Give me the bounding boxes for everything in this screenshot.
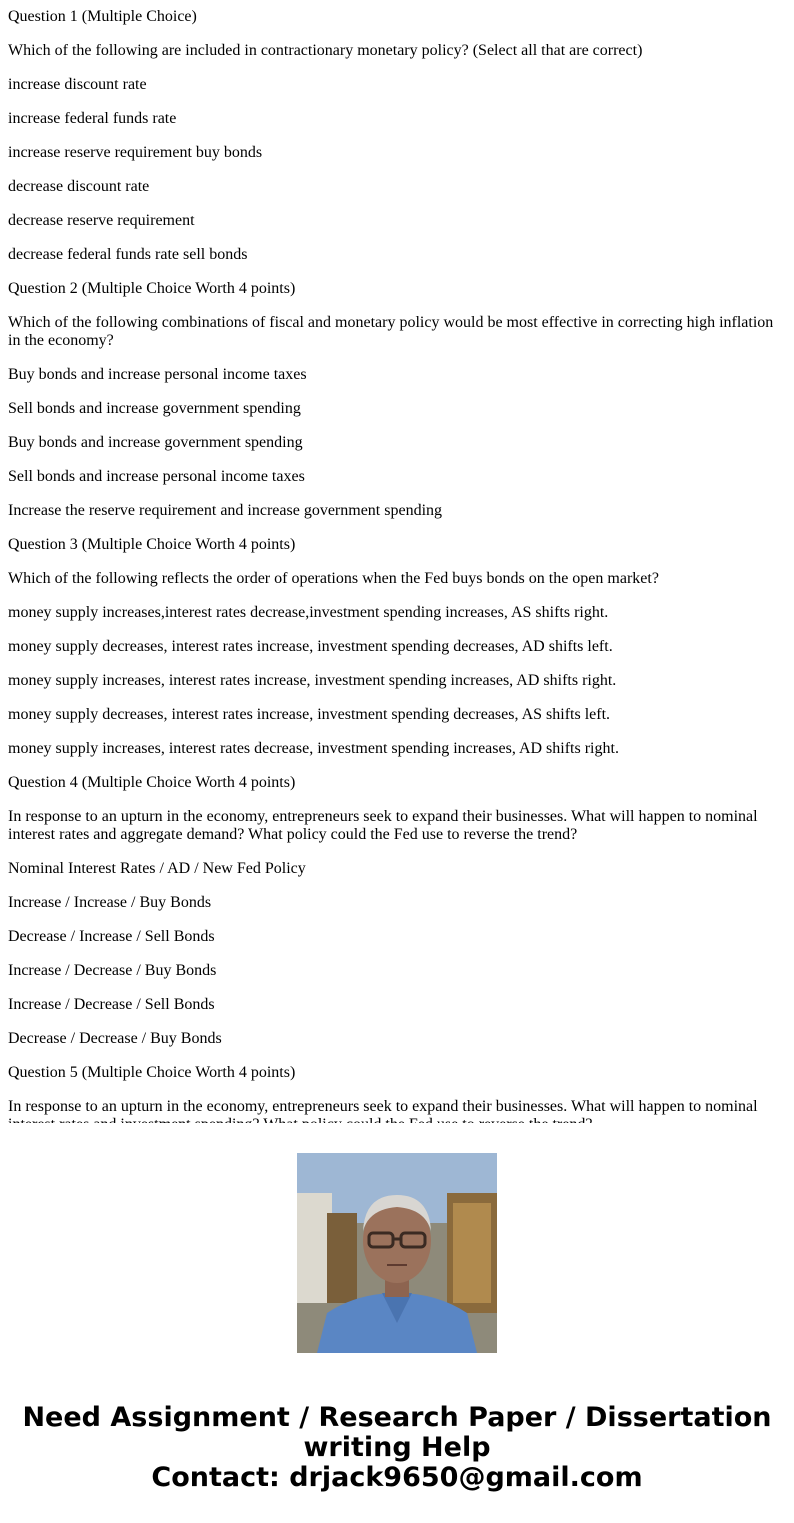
question-1-prompt: Which of the following are included in contractionary monetary policy? (Select all that are correct) xyxy=(8,42,643,59)
question-2-title: Question 2 (Multiple Choice Worth 4 points) xyxy=(8,280,296,297)
question-1-option: decrease reserve requirement xyxy=(8,212,195,229)
question-4-option: Decrease / Decrease / Buy Bonds xyxy=(8,1030,222,1047)
question-1-option: decrease federal funds rate sell bonds xyxy=(8,246,248,263)
question-4-header: Nominal Interest Rates / AD / New Fed Policy xyxy=(8,860,306,877)
question-2-prompt: Which of the following combinations of fiscal and monetary policy would be most effective in correcting high inflation in the economy? xyxy=(8,314,774,349)
question-2-option: Buy bonds and increase government spending xyxy=(8,434,303,451)
question-2-option: Sell bonds and increase government spending xyxy=(8,400,301,417)
promo-banner xyxy=(0,1123,794,1523)
person-photo-icon xyxy=(297,1153,497,1353)
question-1-option: decrease discount rate xyxy=(8,178,150,195)
question-4-option: Increase / Increase / Buy Bonds xyxy=(8,894,212,911)
question-4-option: Increase / Decrease / Buy Bonds xyxy=(8,962,217,979)
question-3-option: money supply decreases, interest rates increase, investment spending decreases, AD shifts left. xyxy=(8,638,613,655)
document-body xyxy=(8,0,786,1123)
question-3-option: money supply increases, interest rates increase, investment spending increases, AD shifts right. xyxy=(8,672,617,689)
promo-contact: Contact: drjack9650@gmail.com xyxy=(151,1462,643,1493)
question-5-prompt: In response to an upturn in the economy, entrepreneurs seek to expand their businesses. What will happen to nominal xyxy=(8,1098,758,1115)
question-1-option: increase discount rate xyxy=(8,76,147,93)
question-3-option: money supply increases, interest rates decrease, investment spending increases, AD shifts right. xyxy=(8,740,619,757)
question-1-option: increase reserve requirement buy bonds xyxy=(8,144,263,161)
promo-message xyxy=(0,1403,794,1493)
question-1-option: increase federal funds rate xyxy=(8,110,177,127)
question-3-title: Question 3 (Multiple Choice Worth 4 points) xyxy=(8,536,296,553)
promo-line-1: Need Assignment / Research Paper / Dissertation xyxy=(22,1402,772,1433)
question-4-prompt: In response to an upturn in the economy, entrepreneurs seek to expand their businesses. What will happen to nominal interest rates and aggregate demand? What policy could the Fed use to reverse the trend? xyxy=(8,808,758,843)
question-3-prompt: Which of the following reflects the order of operations when the Fed buys bonds on the open market? xyxy=(8,570,659,587)
question-4-option: Increase / Decrease / Sell Bonds xyxy=(8,996,215,1013)
question-5-title: Question 5 (Multiple Choice Worth 4 points) xyxy=(8,1064,296,1081)
question-4-title: Question 4 (Multiple Choice Worth 4 points) xyxy=(8,774,296,791)
question-3-option: money supply decreases, interest rates increase, investment spending decreases, AS shifts left. xyxy=(8,706,611,723)
question-3-option: money supply increases,interest rates decrease,investment spending increases, AS shifts right. xyxy=(8,604,609,621)
question-1-title: Question 1 (Multiple Choice) xyxy=(8,8,197,25)
question-4-option: Decrease / Increase / Sell Bonds xyxy=(8,928,215,945)
question-2-option: Buy bonds and increase personal income taxes xyxy=(8,366,307,383)
question-2-option: Sell bonds and increase personal income taxes xyxy=(8,468,305,485)
promo-line-2: writing Help xyxy=(303,1432,491,1463)
question-2-option: Increase the reserve requirement and increase government spending xyxy=(8,502,443,519)
